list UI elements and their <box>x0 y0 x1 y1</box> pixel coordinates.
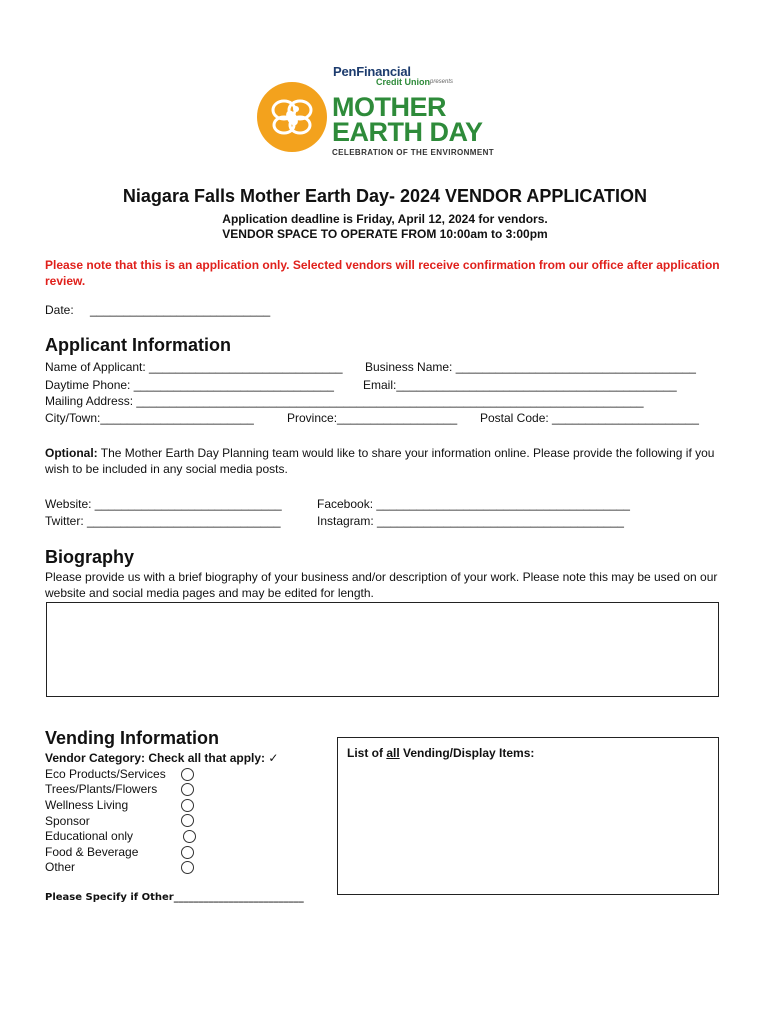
optional-text: The Mother Earth Day Planning team would like to share your information online. Please provide the following if you wish to be included in any social media posts. <box>45 446 715 476</box>
province-field[interactable]: Province:__________________ <box>287 411 458 425</box>
category-eco-label: Eco Products/Services <box>45 767 166 781</box>
date-label: Date: <box>45 303 74 317</box>
category-trees-radio[interactable] <box>181 783 194 796</box>
optional-note <box>45 445 735 477</box>
category-wellness-radio[interactable] <box>181 799 194 812</box>
category-other-radio[interactable] <box>181 861 194 874</box>
vending-items-box[interactable] <box>337 737 719 895</box>
mailing-address-field[interactable]: Mailing Address: ____________________________________________________________________________ <box>45 394 644 408</box>
business-name-field[interactable]: Business Name: ____________________________________ <box>365 360 696 374</box>
biography-heading: Biography <box>45 547 135 567</box>
logo-sponsor-name: PenFinancial <box>333 64 411 79</box>
website-field[interactable]: Website: ____________________________ <box>45 497 282 511</box>
city-field[interactable]: City/Town:_______________________ <box>45 411 254 425</box>
category-food-label: Food & Beverage <box>45 845 139 859</box>
category-wellness-label: Wellness Living <box>45 798 129 812</box>
deadline-text: Application deadline is Friday, April 12, 2024 for vendors. <box>222 212 548 226</box>
twitter-field[interactable]: Twitter: _____________________________ <box>45 514 281 528</box>
logo-tagline: CELEBRATION OF THE ENVIRONMENT <box>332 148 495 157</box>
vending-items-label-all: all <box>386 746 400 760</box>
application-notice: Please note that this is an application only. Selected vendors will receive confirmation from our office after application review. <box>45 258 720 288</box>
logo-event-line2: EARTH DAY <box>332 117 483 147</box>
applicant-name-field[interactable]: Name of Applicant: _____________________________ <box>45 360 343 374</box>
category-food-radio[interactable] <box>181 846 194 859</box>
vending-items-label-post: Vending/Display Items: <box>399 746 535 760</box>
applicant-heading: Applicant Information <box>45 335 231 355</box>
vending-items-label <box>347 745 534 761</box>
email-field[interactable]: Email:__________________________________________ <box>363 378 677 392</box>
vending-items-label-pre: List of <box>347 746 387 760</box>
biography-instructions: Please provide us with a brief biography of your business and/or description of your work. Please note this may be used on our website and social media pages and may be edited for length. <box>45 570 718 600</box>
instagram-field[interactable]: Instagram: _____________________________________ <box>317 514 624 528</box>
category-sponsor-radio[interactable] <box>181 814 194 827</box>
daytime-phone-field[interactable]: Daytime Phone: ______________________________ <box>45 378 334 392</box>
category-educational-label: Educational only <box>45 829 134 843</box>
category-trees-label: Trees/Plants/Flowers <box>45 782 158 796</box>
biography-textarea[interactable] <box>46 602 719 697</box>
vendor-category-label: Vendor Category: Check all that apply: ✓ <box>45 751 279 765</box>
vending-heading: Vending Information <box>45 728 219 748</box>
specify-other-field[interactable]: Please Specify if Other__________________________ <box>45 892 304 903</box>
hours-text: VENDOR SPACE TO OPERATE FROM 10:00am to 3:00pm <box>222 227 548 241</box>
date-field[interactable]: ___________________________ <box>90 303 271 317</box>
page-title: Niagara Falls Mother Earth Day- 2024 VENDOR APPLICATION <box>122 186 648 206</box>
postal-code-field[interactable]: Postal Code: ______________________ <box>480 411 699 425</box>
optional-label: Optional: <box>45 446 98 460</box>
logo-event-line1: MOTHER <box>332 92 446 122</box>
logo-presents: presents <box>430 79 454 85</box>
logo-sponsor-sub: Credit Union <box>376 77 430 87</box>
category-educational-radio[interactable] <box>183 830 196 843</box>
category-sponsor-label: Sponsor <box>45 814 90 828</box>
category-eco-radio[interactable] <box>181 768 194 781</box>
category-other-label: Other <box>45 860 76 874</box>
earth-bee-logo-icon <box>257 82 327 152</box>
facebook-field[interactable]: Facebook: ______________________________________ <box>317 497 630 511</box>
